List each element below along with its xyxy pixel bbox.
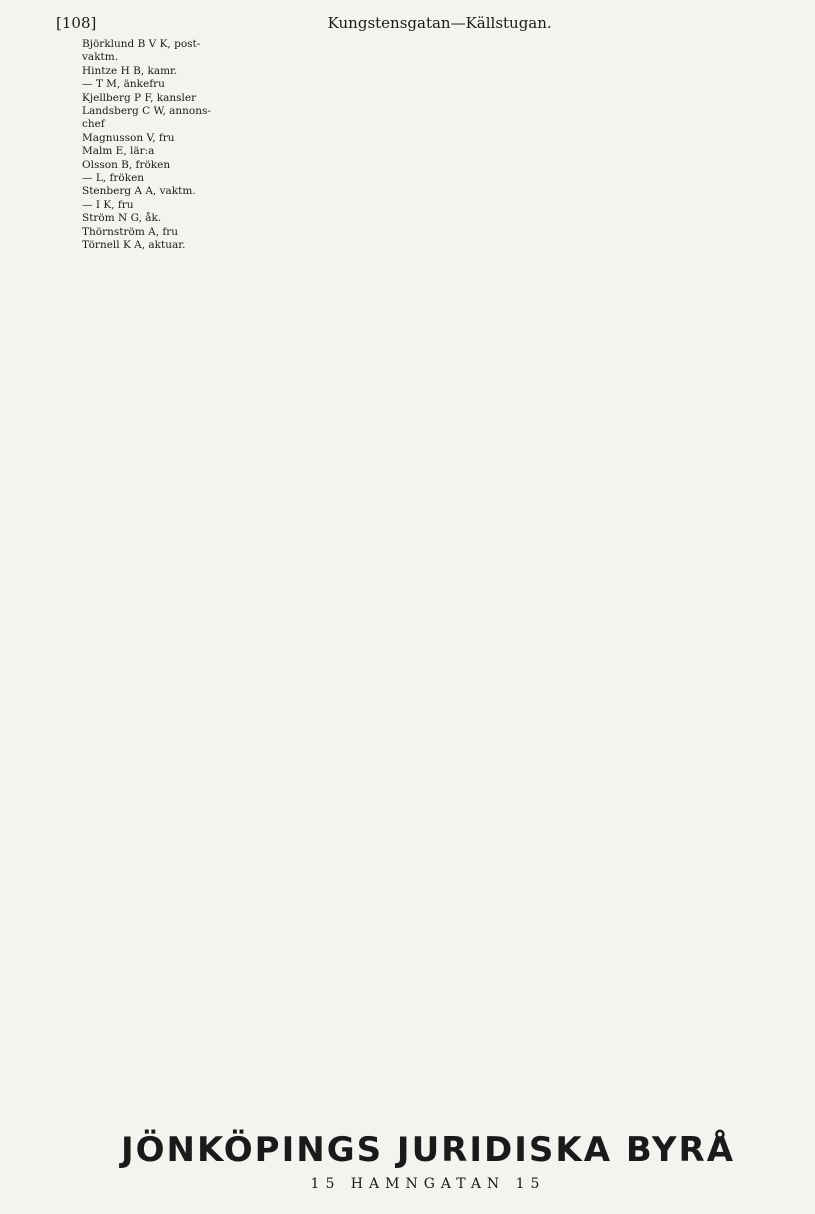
ad-address: 15 HAMNGATAN 15 (310, 1176, 546, 1192)
directory-entry: Hintze H B, kamr. (82, 64, 178, 77)
directory-entry: Landsberg C W, annons- (82, 105, 211, 118)
directory-entry: — T M, änkefru (82, 78, 165, 91)
directory-entry: Magnusson V, fru (82, 131, 175, 144)
directory-entry: — L, fröken (82, 172, 145, 185)
advertisement (78, 1130, 778, 1192)
ad-title: JÖNKÖPINGS JURIDISKA BYRÅ (120, 1130, 736, 1170)
directory-columns (0, 38, 815, 253)
directory-entry: Björklund B V K, post- (82, 38, 201, 50)
directory-entry: chef (82, 118, 105, 131)
directory-entry: Thörnström A, fru (82, 225, 179, 238)
page-header (0, 0, 815, 38)
directory-entry: Olsson B, fröken (82, 158, 171, 171)
directory-entry: Törnell K A, aktuar. (82, 239, 186, 252)
directory-column (78, 38, 791, 253)
page-number: [108] (56, 14, 97, 32)
directory-entry: Stenberg A A, vaktm. (82, 185, 196, 198)
directory-entry: Kjellberg P F, kansler (82, 91, 197, 104)
running-title: Kungstensgatan—Källstugan. (327, 14, 552, 32)
directory-entry: Ström N G, åk. (82, 212, 162, 225)
directory-entry: Malm E, lär:a (82, 145, 155, 158)
directory-entry: vaktm. (82, 51, 119, 64)
directory-entry: — I K, fru (82, 198, 134, 211)
